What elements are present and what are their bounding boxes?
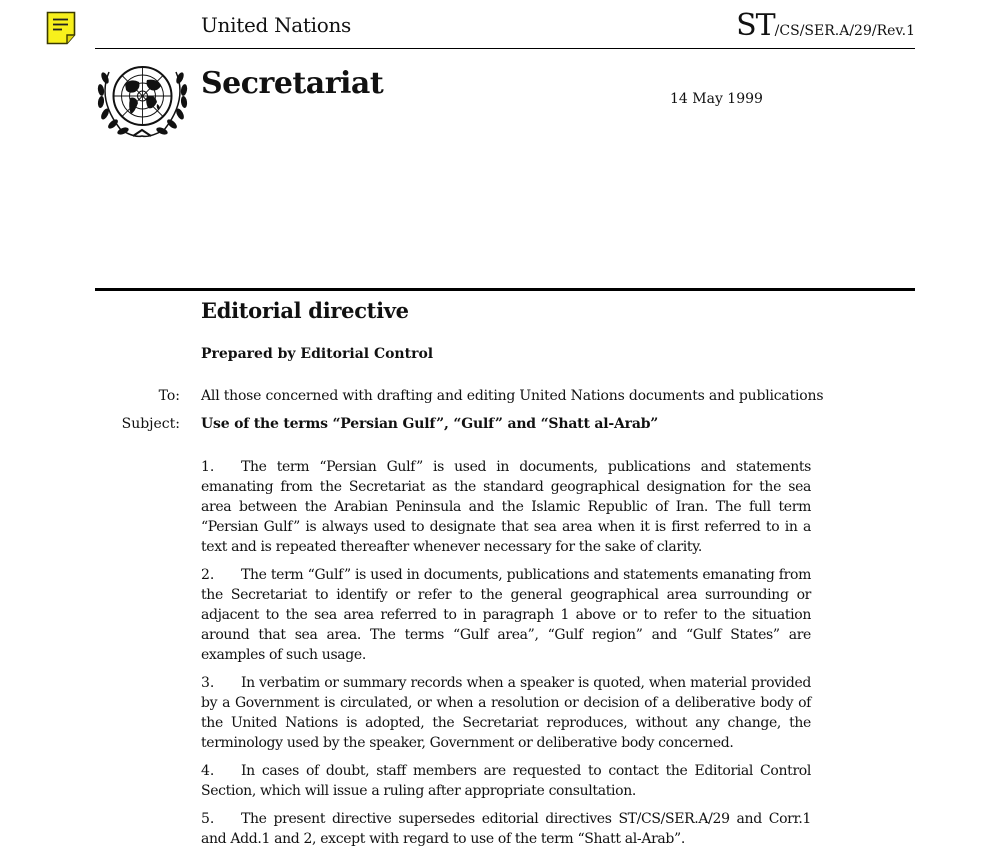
section-divider (95, 288, 915, 291)
document-title: Editorial directive (201, 298, 409, 323)
subject-label: Subject: (121, 416, 180, 432)
to-value: All those concerned with drafting and editing United Nations documents and publications (201, 388, 824, 404)
paragraph-text: The term “Gulf” is used in documents, publications and statements emanating from the Secretariat to identify or refer to the general geographical area surrounding or adjacent to the sea area referred to in paragraph 1 above or to refer to the situation around that sea area. The terms “Gulf area”, “Gulf region” and “Gulf States” are examples of such usage. (201, 567, 811, 663)
organization-name: United Nations (201, 13, 352, 37)
paragraph-3 (201, 673, 811, 753)
paragraph-text: In cases of doubt, staff members are requested to contact the Editorial Control Section, which will issue a ruling after appropriate consultation. (201, 763, 811, 799)
paragraph-text: The term “Persian Gulf” is used in documents, publications and statements emanating from the Secretariat as the standard geographical designation for the sea area between the Arabian Peninsula and the Islamic Republic of Iran. The full term “Persian Gulf” is always used to designate that sea area when it is first referred to in a text and is repeated thereafter whenever necessary for the sake of clarity. (201, 459, 811, 555)
document-symbol-rest: /CS/SER.A/29/Rev.1 (774, 23, 915, 39)
paragraph-text: In verbatim or summary records when a speaker is quoted, when material provided by a Government is circulated, or when a resolution or decision of a deliberative body of the United Nations is adopted, the Secretariat reproduces, without any change, the terminology used by the speaker, Government or deliberative body concerned. (201, 675, 811, 751)
department-name: Secretariat (201, 66, 384, 101)
document-date: 14 May 1999 (670, 91, 763, 107)
directive-body (201, 457, 811, 857)
paragraph-4 (201, 761, 811, 801)
sticky-note-icon[interactable] (46, 11, 76, 45)
paragraph-1 (201, 457, 811, 557)
paragraph-number: 2. (201, 567, 215, 583)
subject-value: Use of the terms “Persian Gulf”, “Gulf” and “Shatt al-Arab” (201, 416, 659, 432)
to-label: To: (158, 388, 180, 404)
paragraph-5 (201, 809, 811, 849)
document-symbol-prefix: ST (736, 8, 775, 43)
paragraph-number: 4. (201, 763, 215, 779)
document-symbol (736, 8, 915, 43)
header-rule (95, 48, 915, 49)
paragraph-number: 3. (201, 675, 215, 691)
prepared-by: Prepared by Editorial Control (201, 346, 434, 362)
paragraph-number: 5. (201, 811, 215, 827)
paragraph-2 (201, 565, 811, 665)
paragraph-text: The present directive supersedes editorial directives ST/CS/SER.A/29 and Corr.1 and Add.1 and 2, except with regard to use of the term “Shatt al-Arab”. (201, 811, 811, 847)
un-emblem-icon (95, 56, 190, 140)
paragraph-number: 1. (201, 459, 215, 475)
